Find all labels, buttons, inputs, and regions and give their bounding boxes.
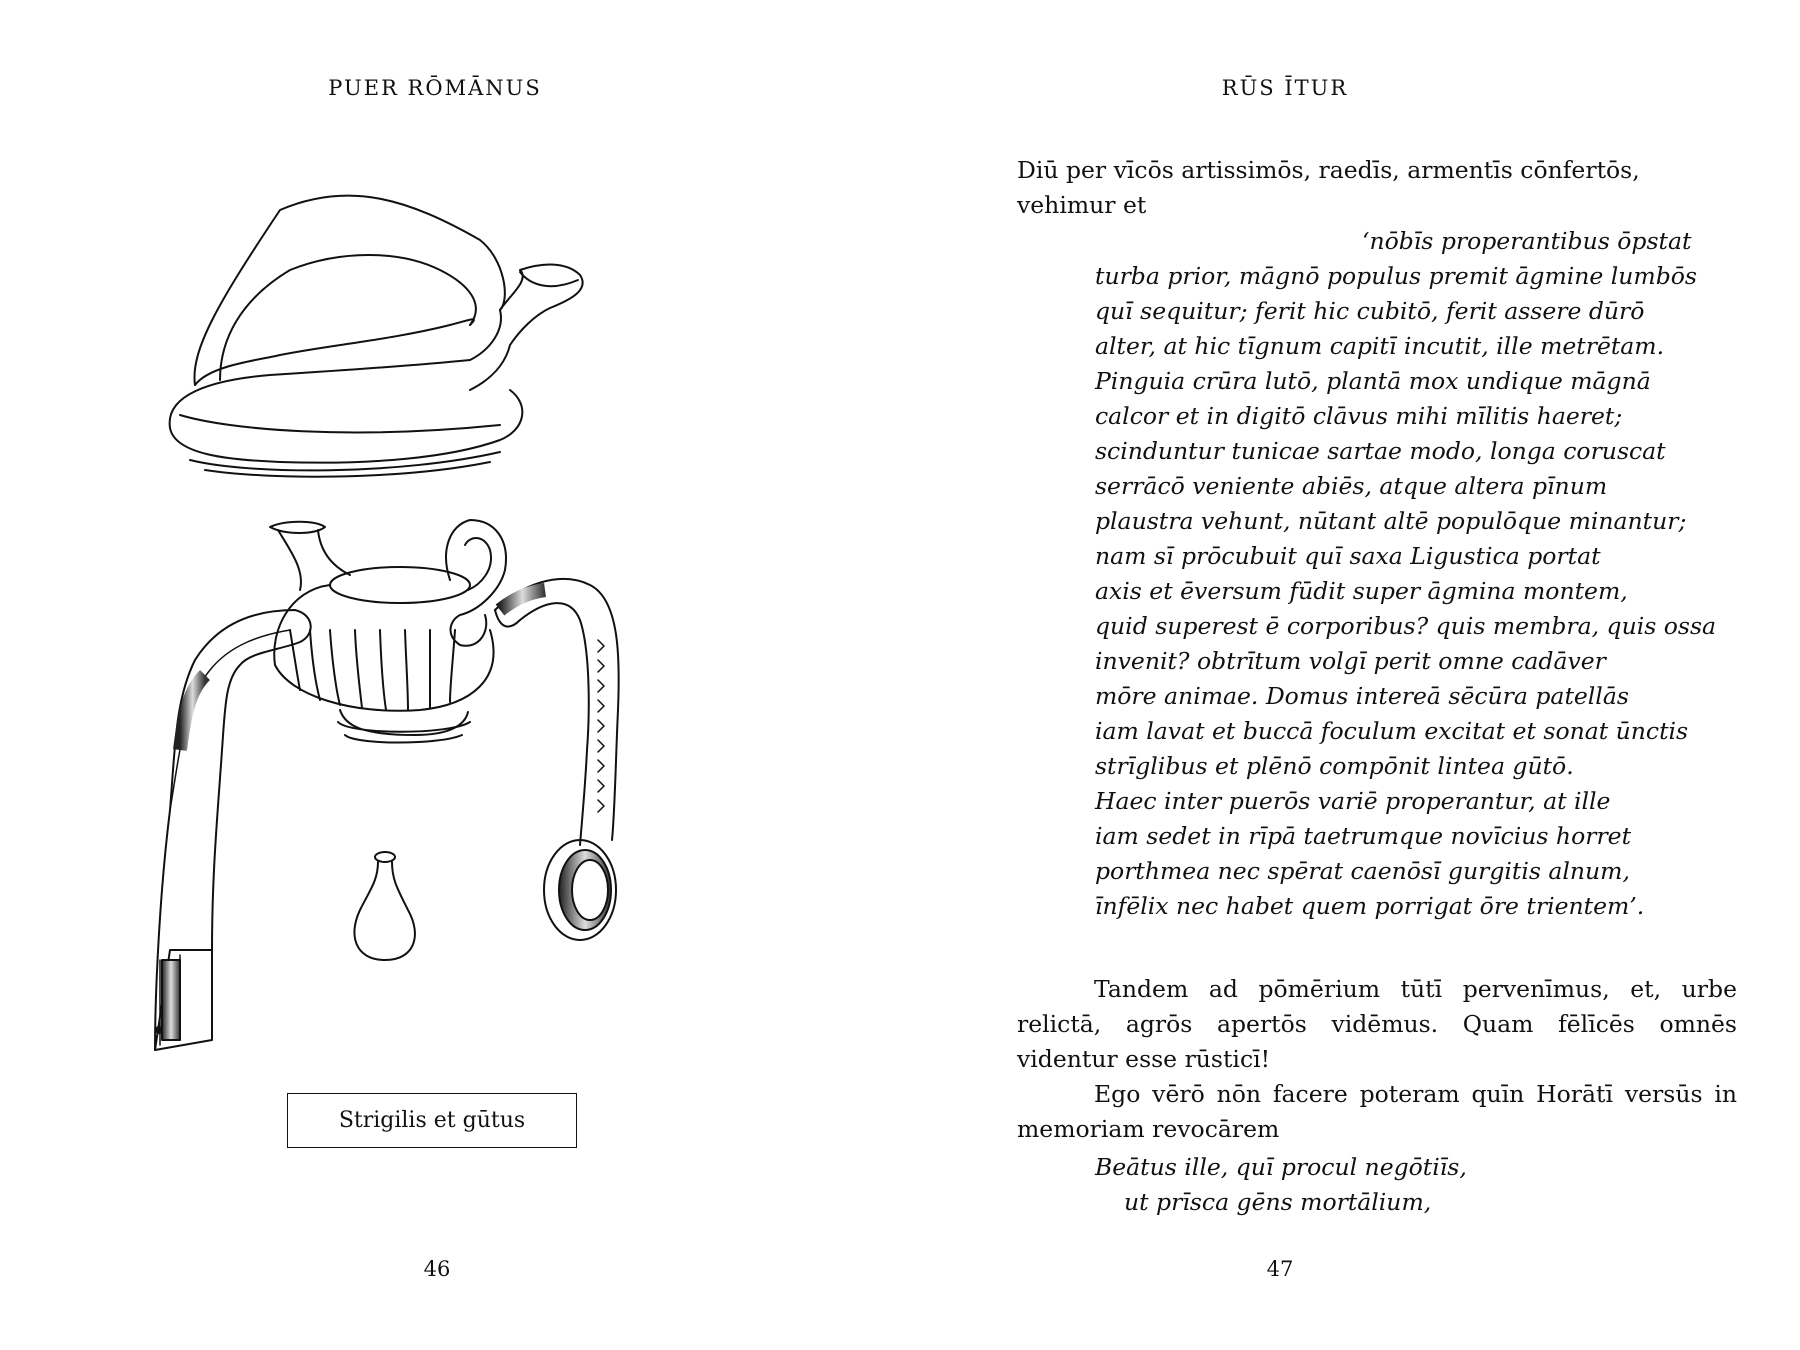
- horace-poem: [1095, 1150, 1715, 1220]
- poem-line: Pinguia crūra lutō, plantā mox undique māgnā: [1095, 367, 1651, 395]
- poem-line: alter, at hic tīgnum capitī incutit, ille metrētam.: [1095, 332, 1665, 360]
- strigil-and-gutus-illustration: [150, 190, 710, 1070]
- poem-line: iam sedet in rīpā taetrumque novīcius horret: [1095, 822, 1632, 850]
- paragraph-2: Ego vērō nōn facere poteram quīn Horātī versūs in memoriam revocārem: [1017, 1080, 1737, 1143]
- juvenal-poem: [1095, 224, 1715, 924]
- poem-line: Beātus ille, quī procul negōtiīs,: [1095, 1153, 1467, 1181]
- poem-line: quid superest ē corporibus? quis membra, quis ossa: [1095, 612, 1717, 640]
- poem-line: serrācō veniente abiēs, atque altera pīnum: [1095, 472, 1608, 500]
- gutus-vessel: [270, 520, 506, 743]
- poem-line: Haec inter puerōs variē properantur, at ille: [1095, 787, 1611, 815]
- poem-line: īnfēlix nec habet quem porrigat ōre trientem’.: [1095, 892, 1645, 920]
- page-number-left: 46: [423, 1257, 451, 1281]
- poem-line: nam sī prōcubuit quī saxa Ligustica portat: [1095, 542, 1601, 570]
- askos-vessel: [170, 196, 583, 477]
- poem-line: scinduntur tunicae sartae modo, longa coruscat: [1095, 437, 1666, 465]
- small-flask: [354, 852, 414, 960]
- illustration-caption: Strigilis et gūtus: [287, 1093, 577, 1148]
- poem-line: calcor et in digitō clāvus mihi mīlitis haeret;: [1095, 402, 1623, 430]
- left-page: [0, 0, 880, 1350]
- right-page: [900, 0, 1800, 1350]
- strigil-right: [495, 579, 619, 940]
- body-paragraphs: [1017, 972, 1737, 1147]
- running-head-right: RŪS ĪTUR: [1221, 76, 1349, 100]
- poem-line: porthmea nec spērat caenōsī gurgitis alnum,: [1095, 857, 1630, 885]
- poem-line: invenit? obtrītum volgī perit omne cadāver: [1095, 647, 1606, 675]
- paragraph-1: Tandem ad pōmērium tūtī pervenīmus, et, urbe relictā, agrōs apertōs vidēmus. Quam fēlīcēs omnēs videntur esse rūsticī!: [1017, 975, 1737, 1073]
- poem-line: axis et ēversum fūdit super āgmina montem,: [1095, 577, 1628, 605]
- poem-line: ut prīsca gēns mortālium,: [1124, 1188, 1432, 1216]
- poem-line: strīglibus et plēnō compōnit lintea gūtō.: [1095, 752, 1574, 780]
- poem-line: turba prior, māgnō populus premit āgmine lumbōs: [1095, 262, 1697, 290]
- intro-paragraph: [1017, 153, 1737, 223]
- intro-line: Diū per vīcōs artissimōs, raedīs, armentīs cōnfertōs, vehimur et: [1017, 156, 1640, 219]
- running-head-left: PUER RŌMĀNUS: [328, 76, 542, 100]
- strigil-left: [155, 610, 311, 1050]
- poem-line: mōre animae. Domus intereā sēcūra patellās: [1095, 682, 1629, 710]
- poem-line: ‘nōbīs properantibus ōpstat: [1362, 227, 1692, 255]
- poem-line: iam lavat et buccā foculum excitat et sonat ūnctis: [1095, 717, 1689, 745]
- page-number-right: 47: [1266, 1257, 1294, 1281]
- poem-line: plaustra vehunt, nūtant altē populōque minantur;: [1095, 507, 1687, 535]
- poem-line: quī sequitur; ferit hic cubitō, ferit assere dūrō: [1095, 297, 1645, 325]
